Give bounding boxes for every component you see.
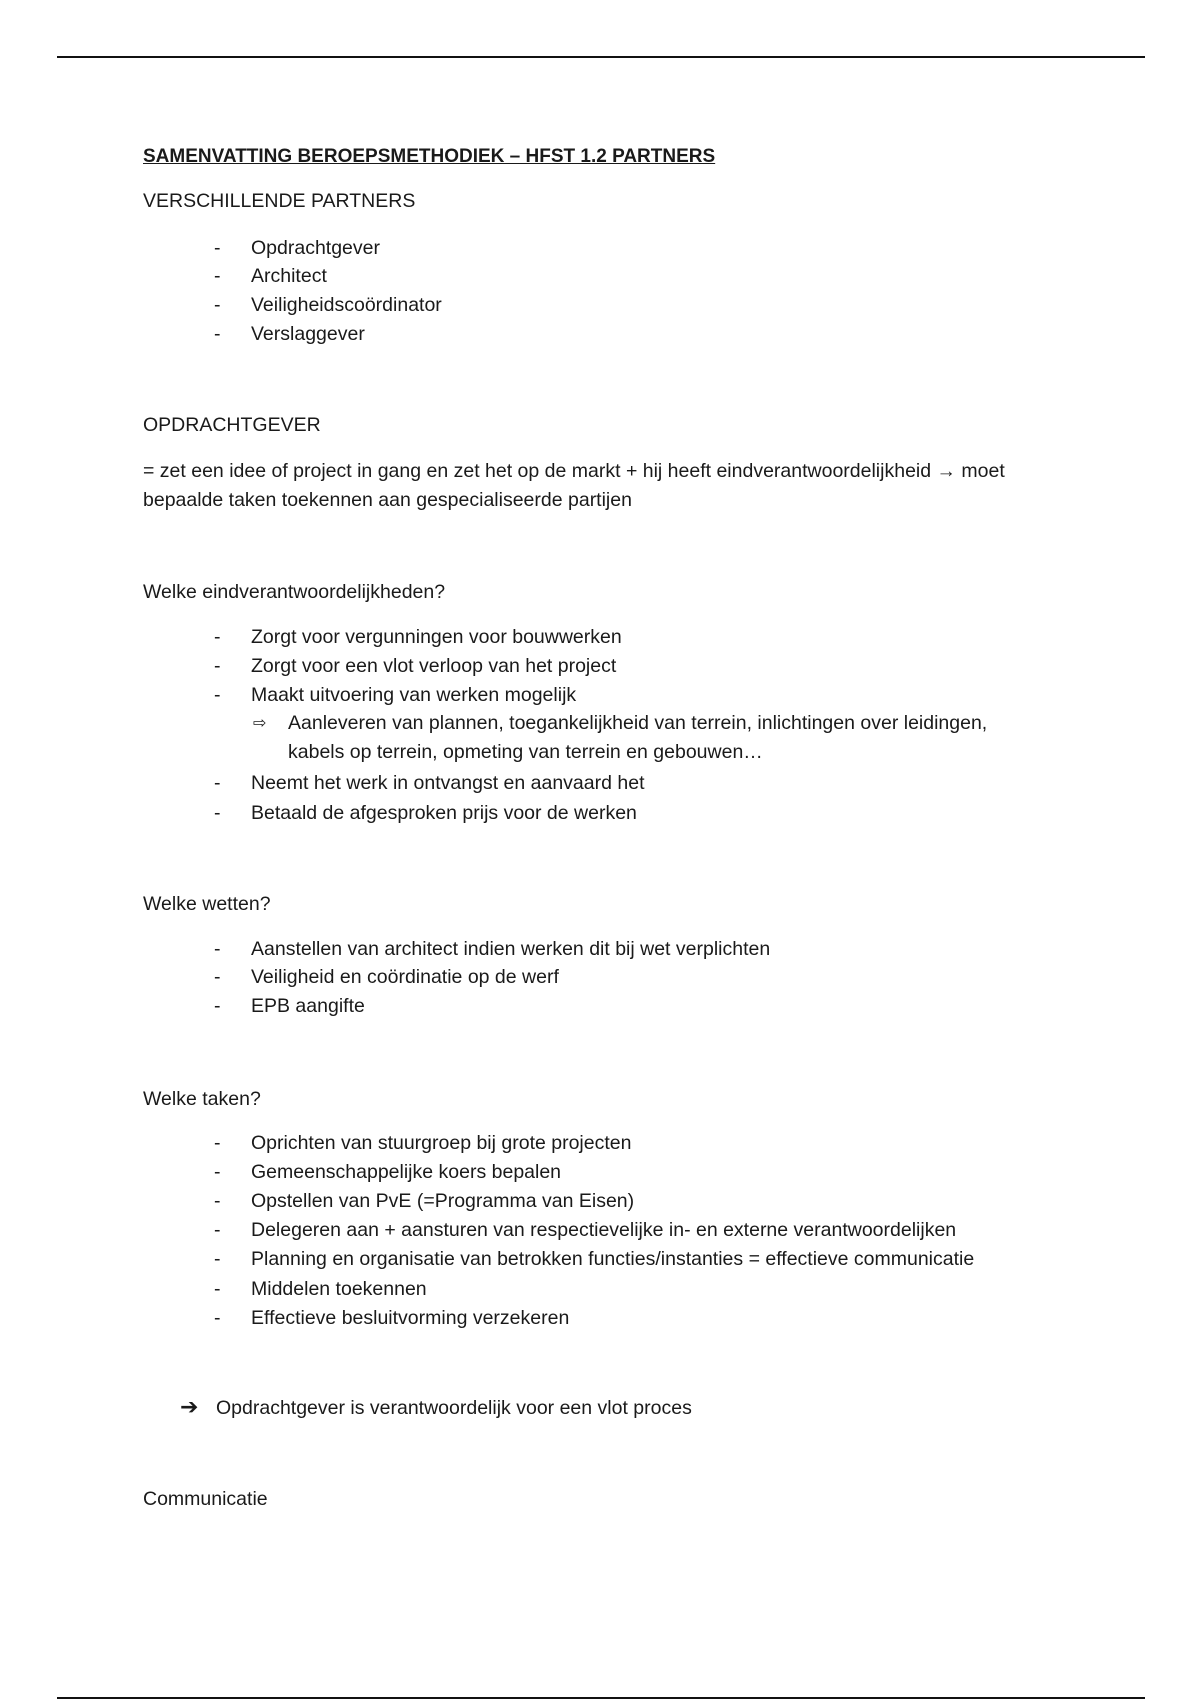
list-bullet: - <box>214 1219 221 1241</box>
list-item: Zorgt voor vergunningen voor bouwwerken <box>251 626 622 648</box>
page-title: SAMENVATTING BEROEPSMETHODIEK – HFST 1.2 PARTNERS <box>143 146 716 167</box>
header-rule <box>57 56 1145 58</box>
list-item: Zorgt voor een vlot verloop van het project <box>251 655 617 677</box>
list-bullet: - <box>214 1190 221 1212</box>
communicatie-heading: Communicatie <box>143 1488 268 1510</box>
eindverantwoordelijkheden-heading: Welke eindverantwoordelijkheden? <box>143 581 446 603</box>
list-bullet: - <box>214 1278 221 1300</box>
list-item: Planning en organisatie van betrokken functies/instanties = effectieve communicatie <box>251 1248 975 1270</box>
list-item: Veiligheid en coördinatie op de werf <box>251 966 559 988</box>
list-item: Oprichten van stuurgroep bij grote projecten <box>251 1132 632 1154</box>
partners-heading: VERSCHILLENDE PARTNERS <box>143 190 416 212</box>
hollow-arrow-icon: ⇨ <box>253 715 267 732</box>
list-bullet: - <box>214 966 221 988</box>
opdrachtgever-definition: = zet een idee of project in gang en zet het op de markt + hij heeft eindverantwoordelijkheid → moet bepaalde taken toekennen aan gespecialiseerde partijen <box>143 460 1005 511</box>
list-bullet: - <box>214 655 221 677</box>
list-bullet: - <box>214 237 221 259</box>
wetten-heading: Welke wetten? <box>143 893 271 915</box>
list-item: Opstellen van PvE (=Programma van Eisen) <box>251 1190 635 1212</box>
list-item: Delegeren aan + aansturen van respectievelijke in- en externe verantwoordelijken <box>251 1219 957 1241</box>
list-item: Betaald de afgesproken prijs voor de werken <box>251 802 637 824</box>
list-bullet: - <box>214 1161 221 1183</box>
list-bullet: - <box>214 1307 221 1329</box>
footer-rule <box>57 1697 1145 1699</box>
list-bullet: - <box>214 626 221 648</box>
list-bullet: - <box>214 684 221 706</box>
list-bullet: - <box>214 1132 221 1154</box>
list-bullet: - <box>214 323 221 345</box>
list-item: Maakt uitvoering van werken mogelijk <box>251 684 577 706</box>
list-item: Aanstellen van architect indien werken dit bij wet verplichten <box>251 938 771 960</box>
list-item: Middelen toekennen <box>251 1278 427 1300</box>
opdrachtgever-heading: OPDRACHTGEVER <box>143 414 321 436</box>
list-item: Gemeenschappelijke koers bepalen <box>251 1161 562 1183</box>
list-item: Effectieve besluitvorming verzekeren <box>251 1307 570 1329</box>
list-bullet: - <box>214 772 221 794</box>
list-bullet: - <box>214 265 221 287</box>
list-bullet: - <box>214 802 221 824</box>
list-bullet: - <box>214 294 221 316</box>
arrow-right-icon: ➔ <box>180 1394 199 1419</box>
list-item: Verslaggever <box>251 323 365 345</box>
list-item: Architect <box>251 265 327 287</box>
sub-list-item: Aanleveren van plannen, toegankelijkheid van terrein, inlichtingen over leidingen, kabels op terrein, opmeting van terrein en gebouwen… <box>288 712 988 763</box>
list-item: Neemt het werk in ontvangst en aanvaard het <box>251 772 645 794</box>
conclusion-text: Opdrachtgever is verantwoordelijk voor een vlot proces <box>216 1397 692 1419</box>
list-bullet: - <box>214 995 221 1017</box>
list-item: Opdrachtgever <box>251 237 380 259</box>
list-item: EPB aangifte <box>251 995 365 1017</box>
list-bullet: - <box>214 1248 221 1270</box>
list-item: Veiligheidscoördinator <box>251 294 442 316</box>
list-bullet: - <box>214 938 221 960</box>
taken-heading: Welke taken? <box>143 1088 261 1110</box>
